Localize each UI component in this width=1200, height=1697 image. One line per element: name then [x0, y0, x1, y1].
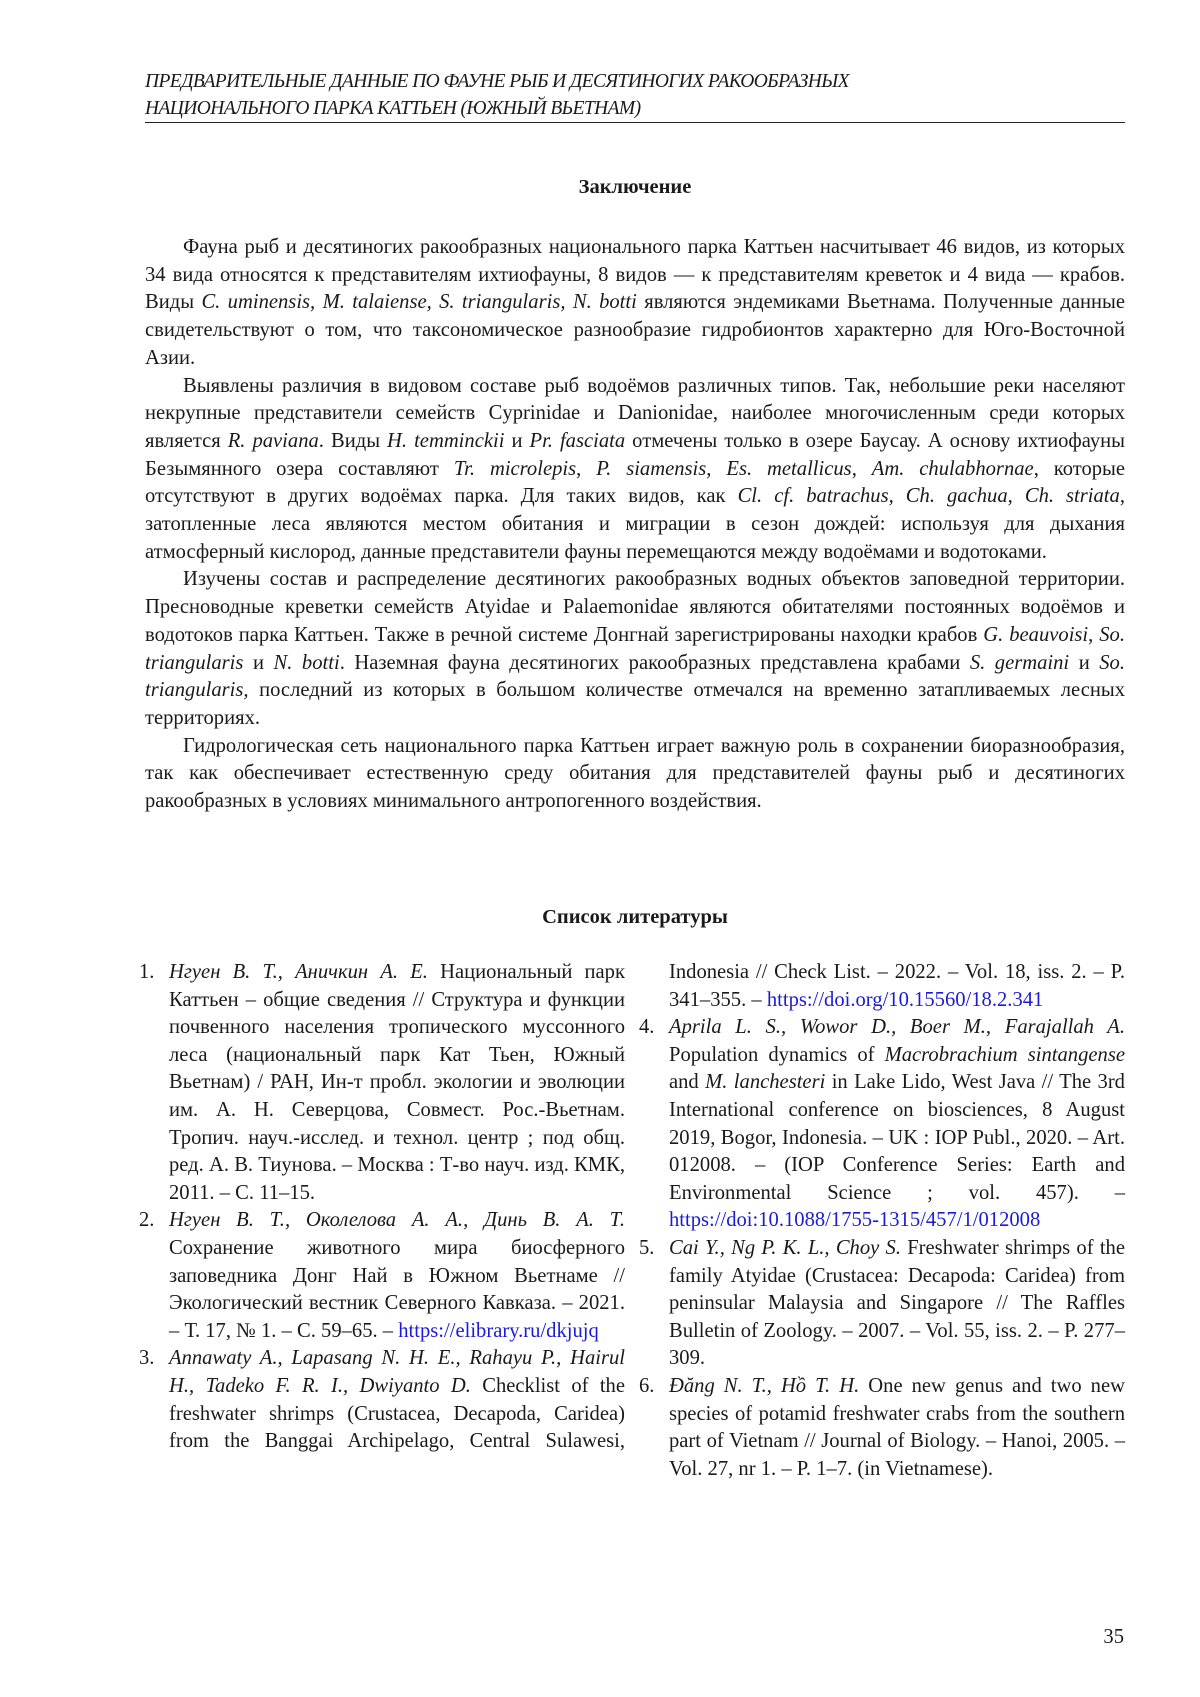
header-rule — [145, 122, 1125, 123]
text-run: , — [1007, 485, 1025, 508]
italic-text: Нгуен В. Т., Аничкин А. Е. — [169, 961, 428, 983]
text-run: , которые отсутствуют в других водоёмах парка. Для таких видов, как — [145, 457, 1126, 508]
text-run: Freshwater shrimps of the family Atyidae (Crustacea: Decapoda: Caridea) from peninsular Malaysia and Singapore // The Raffles Bulletin of Zoology. – 2007. – Vol. 55, iss. 2. – P. 277–309. — [669, 1236, 1125, 1370]
running-header — [145, 68, 1125, 122]
text-run: One new genus and two new species of potamid freshwater crabs from the southern part of Vietnam // Journal of Biology. – Hanoi, 2005. – Vol. 27, nr 1. – P. 1–7. (in Vietnamese). — [669, 1374, 1125, 1480]
conclusion-paragraph — [145, 733, 1125, 816]
reference-number: 6. — [639, 1374, 655, 1397]
italic-text: Tr. microlepis — [453, 457, 577, 480]
reference-item — [639, 1235, 1125, 1373]
italic-text: Pr. fasciata — [529, 429, 626, 452]
italic-text: Нгуен В. Т., Околелова А. А., Динь В. А. Т. — [169, 1209, 625, 1232]
italic-text: Macrobrachium sintangense — [884, 1043, 1125, 1066]
text-run: in Lake Lido, West Java // The 3rd International conference on biosciences, 8 August 2019, Bogor, Indonesia. – UK : IOP Publ., 2020. – Art. 012008. – (IOP Conference Series: Earth and Environmental Science ; vol. 457). – — [669, 1071, 1125, 1204]
italic-text: Cai Y., Ng P. K. L., Choy S. — [669, 1236, 901, 1259]
italic-text: M. lanchesteri — [705, 1071, 826, 1094]
conclusion-paragraph — [145, 373, 1125, 567]
italic-text: Am. chulabhornae — [871, 457, 1034, 480]
text-run: Выявлены различия в видовом составе рыб водоёмов различных типов. Так, небольшие реки населяют некрупные представители семейств Cyprinidae и Danionidae, наиболее многочисленным среди которых является — [145, 374, 1125, 452]
italic-text: Ch. striata — [1024, 485, 1120, 508]
italic-text: Cl. cf. batrachus, Ch. gachua — [737, 485, 1008, 508]
text-run: и — [504, 429, 530, 452]
text-run: , — [576, 457, 597, 480]
running-title-line1: ПРЕДВАРИТЕЛЬНЫЕ ДАННЫЕ ПО ФАУНЕ РЫБ И ДЕСЯТИНОГИХ РАКООБРАЗНЫХ — [145, 71, 849, 92]
reference-item — [139, 1207, 625, 1345]
text-run: последний из которых в большом количестве отмечался на временно затапливаемых лесных территориях. — [145, 679, 1125, 729]
running-title-line2: НАЦИОНАЛЬНОГО ПАРКА КАТТЬЕН (ЮЖНЫЙ ВЬЕТНАМ) — [145, 98, 641, 119]
text-run: и — [243, 651, 274, 674]
references-heading: Список литературы — [542, 906, 728, 928]
italic-text: N. botti — [273, 651, 340, 674]
reference-number: 5. — [639, 1236, 655, 1259]
italic-text: R. paviana — [227, 429, 319, 452]
text-run: and — [669, 1071, 706, 1094]
conclusion-heading: Заключение — [578, 176, 692, 198]
reference-number: 2. — [139, 1209, 155, 1232]
reference-link[interactable]: https://doi:10.1088/1755-1315/457/1/012008 — [669, 1209, 1041, 1232]
conclusion-body — [145, 234, 1125, 816]
reference-item — [639, 1373, 1125, 1483]
text-run: Checklist of the freshwater shrimps (Crustacea, Decapoda, Caridea) from the Banggai Archipelago, Central Sulawesi, Indonesia // Check List. – 2022. – Vol. 18, iss. 2. – P. 341–355. – — [169, 961, 1125, 1453]
text-run: и — [1069, 651, 1100, 674]
page-number: 35 — [1103, 1626, 1124, 1648]
reference-list — [139, 959, 1125, 1569]
text-run: Гидрологическая сеть национального парка Каттьен играет важную роль в сохранении биоразнообразия, так как обеспечивает естественную среду обитания для представителей фауны рыб и десятиногих ракообразных в условиях минимального антропогенного воздействия. — [145, 734, 1125, 813]
italic-text: Đăng N. T., Hồ T. H. — [669, 1374, 860, 1397]
reference-number: 4. — [639, 1016, 655, 1039]
reference-item — [639, 1014, 1125, 1235]
text-run: . Наземная фауна десятиногих ракообразных представлена крабами — [339, 651, 970, 674]
conclusion-paragraph — [145, 566, 1125, 732]
reference-number: 1. — [139, 961, 155, 983]
italic-text: S. germaini — [969, 651, 1070, 674]
italic-text: C. uminensis, M. talaiense, S. triangularis, N. botti — [201, 291, 637, 314]
italic-text: Annawaty A., Lapasang N. H. E., Rahayu P., Hairul H., Tadeko F. R. I., Dwiyanto D. — [169, 1347, 625, 1397]
italic-text: G. beauvoisi, So. triangularis — [145, 623, 1125, 674]
italic-text: Es. metallicus — [726, 457, 852, 480]
reference-number: 3. — [139, 1347, 155, 1370]
italic-text: Aprila L. S., Wowor D., Boer M., Farajallah A. — [669, 1016, 1125, 1039]
reference-link[interactable]: https://elibrary.ru/dkjujq — [398, 1319, 599, 1342]
text-run: , затопленные леса являются местом обитания и миграции в сезон дождей: используя для дыхания атмосферный кислород, данные представители фауны перемещаются между водоёмами и водотоками. — [145, 485, 1125, 563]
text-run: Фауна рыб и десятиногих ракообразных национального парка Каттьен насчитывает 46 видов, из которых 34 вида относятся к представителям ихтиофауны, 8 видов — к представителям креветок и 4 вида — крабов. Виды — [145, 236, 1125, 314]
text-run: Национальный парк Каттьен – общие сведения // Структура и функции почвенного населения тропического муссонного леса (национальный парк Кат Тьен, Южный Вьетнам) / РАН, Ин-т пробл. экологии и эволюции им. А. Н. Северцова, Совмест. Рос.-Вьетнам. Тропич. науч.-исслед. и технол. центр ; под общ. ред. А. В. Тиунова. – Москва : Т-во науч. изд. КМК, 2011. – С. 11–15. — [169, 961, 625, 1204]
text-run: , — [706, 457, 727, 480]
italic-text: So. triangularis, — [145, 651, 1125, 702]
italic-text: H. temminckii — [387, 429, 505, 452]
text-run: отмечены только в озере Баусау. А основу ихтиофауны Безымянного озера составляют — [145, 429, 1125, 480]
text-run: Population dynamics of — [669, 1043, 885, 1066]
text-run: являются эндемиками Вьетнама. Полученные данные свидетельствуют о том, что таксономическое разнообразие гидробионтов характерно для Юго-Восточной Азии. — [145, 291, 1125, 369]
italic-text: P. siamensis — [596, 457, 707, 480]
text-run: , — [851, 457, 872, 480]
reference-item — [139, 959, 625, 1207]
conclusion-paragraph — [145, 234, 1125, 373]
text-run: . Виды — [318, 429, 388, 452]
text-run: Изучены состав и распределение десятиногих ракообразных водных объектов заповедной территории. Пресноводные креветки семейств Atyidae и Palaemonidae являются обитателями постоянных водоёмов и водотоков парка Каттьен. Также в речной системе Донгнай зарегистрированы находки крабов — [145, 568, 1125, 646]
reference-link[interactable]: https://doi.org/10.15560/18.2.341 — [766, 988, 1044, 1011]
text-run: Сохранение животного мира биосферного заповедника Донг Най в Южном Вьетнаме // Экологический вестник Северного Кавказа. – 2021. – Т. 17, № 1. – С. 59–65. – — [169, 1236, 625, 1342]
